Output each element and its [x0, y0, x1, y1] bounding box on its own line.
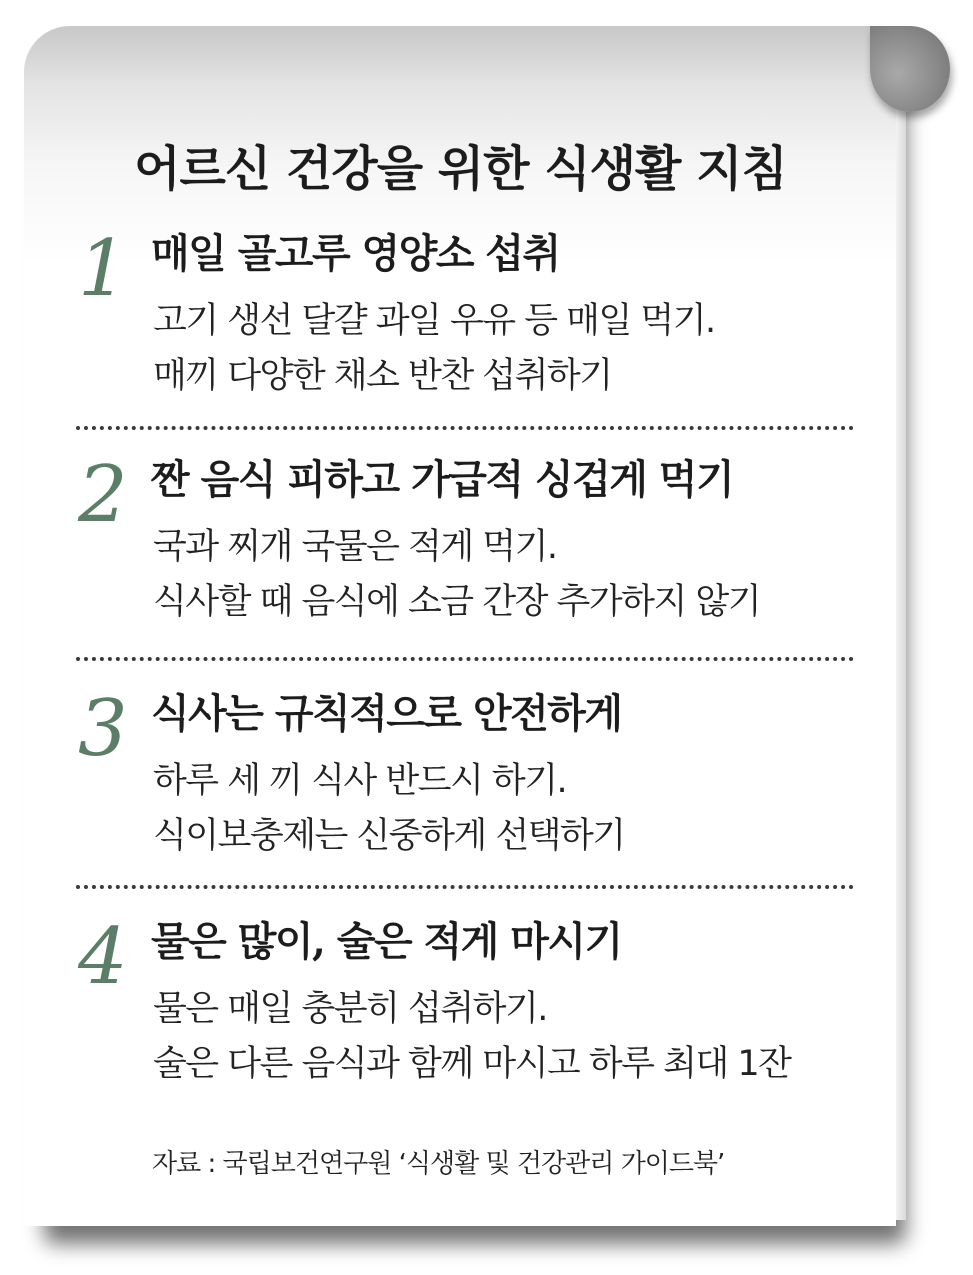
item-number: 4 — [78, 912, 128, 1002]
dotted-divider — [76, 657, 854, 661]
item-number: 2 — [78, 450, 128, 540]
item-detail-line: 고기 생선 달걀 과일 우유 등 매일 먹기. — [153, 301, 715, 341]
item-heading: 매일 골고루 영양소 섭취 — [151, 230, 560, 277]
item-detail-line: 국과 찌개 국물은 적게 먹기. — [153, 527, 557, 567]
item-detail-line: 술은 다른 음식과 함께 마시고 하루 최대 1잔 — [153, 1044, 791, 1084]
item-detail-line: 매끼 다양한 채소 반찬 섭취하기 — [153, 356, 612, 396]
paper-curl-icon — [870, 26, 950, 112]
page-title: 어르신 건강을 위한 식생활 지침 — [134, 141, 787, 197]
item-heading: 짠 음식 피하고 가급적 싱겁게 먹기 — [151, 456, 734, 503]
item-detail-line: 식사할 때 음식에 소금 간장 추가하지 않기 — [153, 582, 761, 622]
dotted-divider — [76, 885, 854, 889]
item-heading: 물은 많이, 술은 적게 마시기 — [151, 918, 622, 965]
item-detail-line: 하루 세 끼 식사 반드시 하기. — [153, 761, 567, 801]
item-number: 1 — [78, 224, 128, 314]
dotted-divider — [76, 426, 854, 430]
item-detail-line: 물은 매일 충분히 섭취하기. — [153, 989, 547, 1029]
source-citation: 자료 : 국립보건연구원 ‘식생활 및 건강관리 가이드북’ — [152, 1149, 725, 1179]
item-number: 3 — [78, 684, 128, 774]
item-heading: 식사는 규칙적으로 안전하게 — [151, 690, 622, 737]
item-detail-line: 식이보충제는 신중하게 선택하기 — [153, 816, 625, 856]
